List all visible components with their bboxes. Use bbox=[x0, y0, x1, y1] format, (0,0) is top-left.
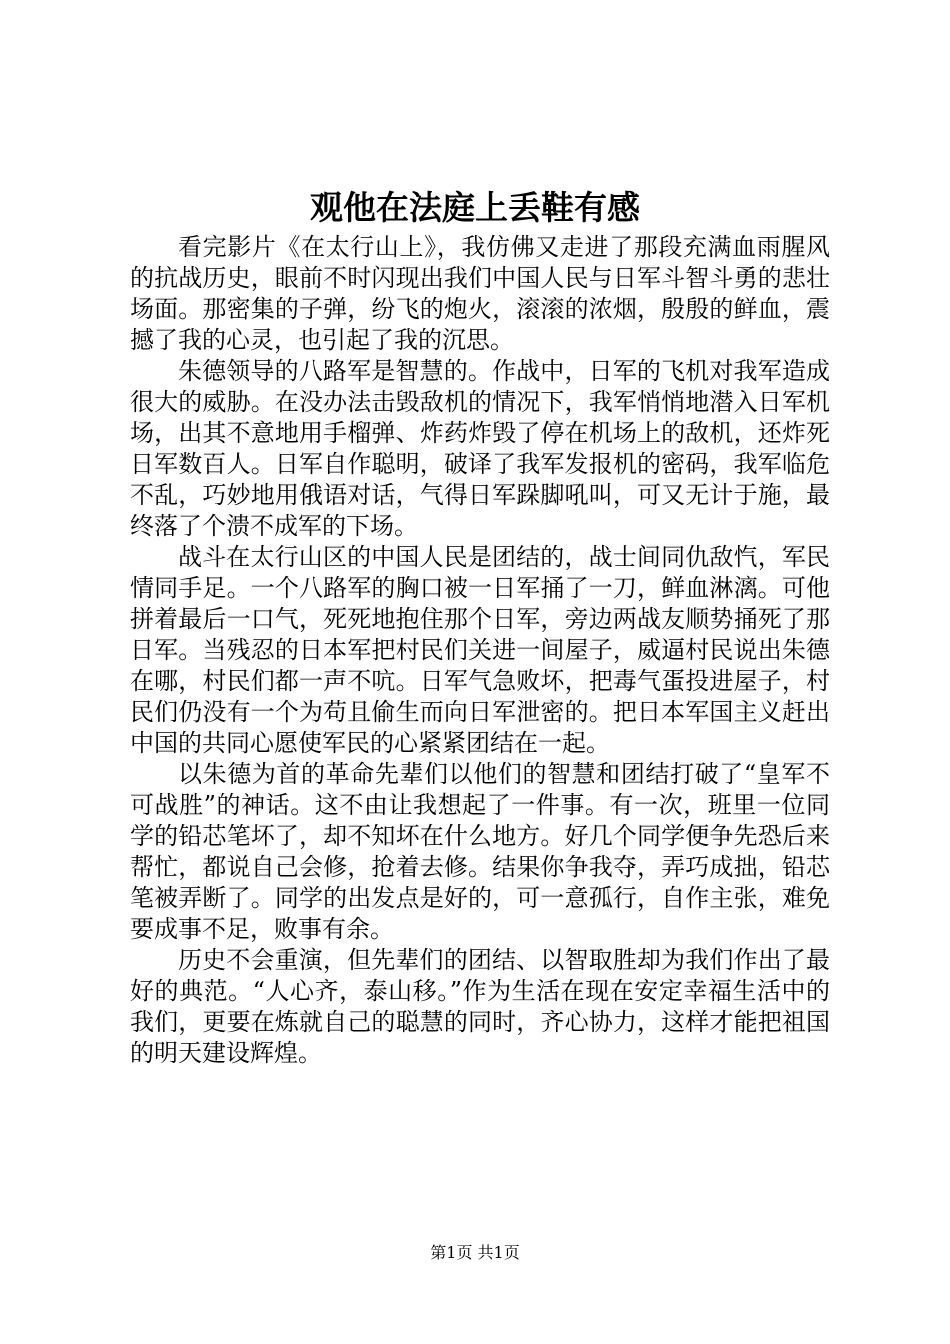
paragraph-4: 以朱德为首的革命先辈们以他们的智慧和团结打破了“皇军不可战胜”的神话。这不由让我想起了一件事。有一次，班里一位同学的铅芯笔坏了，却不知坏在什么地方。好几个同学便争先恐后来帮忙，都说自己会修，抢着去修。结果你争我夺，弄巧成拙，铅芯笔被弄断了。同学的出发点是好的，可一意孤行，自作主张，难免要成事不足，败事有余。 bbox=[130, 760, 830, 943]
document-title: 观他在法庭上丢鞋有感 bbox=[310, 188, 640, 227]
page-footer: 第1页 共1页 bbox=[430, 1243, 520, 1262]
paragraph-5: 历史不会重演，但先辈们的团结、以智取胜却为我们作出了最好的典范。“人心齐，泰山移。”作为生活在现在安定幸福生活中的我们，更要在炼就自己的聪慧的同时，齐心协力，这样才能把祖国的明天建设辉煌。 bbox=[130, 946, 830, 1067]
document-body bbox=[130, 232, 830, 1069]
paragraph-3: 战斗在太行山区的中国人民是团结的，战士间同仇敌忾，军民情同手足。一个八路军的胸口被一日军捅了一刀，鲜血淋漓。可他拼着最后一口气，死死地抱住那个日军，旁边两战友顺势捅死了那日军。当残忍的日本军把村民们关进一间屋子，威逼村民说出朱德在哪，村民们都一声不吭。日军气急败坏，把毒气蛋投进屋子，村民们仍没有一个为苟且偷生而向日军泄密的。把日本军国主义赶出中国的共同心愿使军民的心紧紧团结在一起。 bbox=[130, 543, 830, 757]
paragraph-2: 朱德领导的八路军是智慧的。作战中，日军的飞机对我军造成很大的威胁。在没办法击毁敌机的情况下，我军悄悄地潜入日军机场，出其不意地用手榴弹、炸药炸毁了停在机场上的敌机，还炸死日军数百人。日军自作聪明，破译了我军发报机的密码，我军临危不乱，巧妙地用俄语对话，气得日军跺脚吼叫，可又无计于施，最终落了个溃不成军的下场。 bbox=[130, 357, 830, 540]
paragraph-1: 看完影片《在太行山上》，我仿佛又走进了那段充满血雨腥风的抗战历史，眼前不时闪现出我们中国人民与日军斗智斗勇的悲壮场面。那密集的子弹，纷飞的炮火，滚滚的浓烟，殷殷的鲜血，震撼了我的心灵，也引起了我的沉思。 bbox=[130, 233, 830, 354]
